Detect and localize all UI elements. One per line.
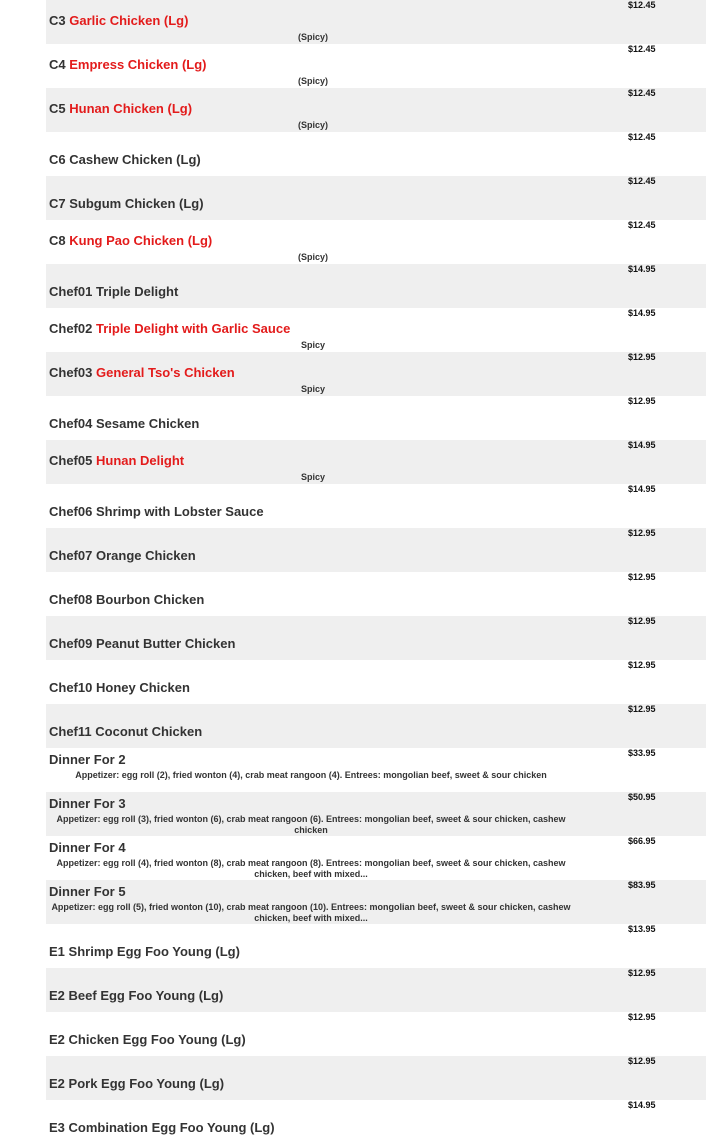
menu-item[interactable] xyxy=(46,308,706,352)
item-code: Dinner xyxy=(49,884,91,899)
menu-item[interactable] xyxy=(46,1056,706,1100)
item-price: $12.95 xyxy=(628,1056,656,1066)
item-code: E2 xyxy=(49,1076,65,1091)
item-code: C7 xyxy=(49,196,66,211)
menu-item[interactable] xyxy=(46,352,706,396)
menu-item[interactable] xyxy=(46,528,706,572)
item-name[interactable] xyxy=(49,752,126,767)
item-price: $12.45 xyxy=(628,132,656,142)
item-name[interactable] xyxy=(49,724,202,739)
item-price: $12.95 xyxy=(628,528,656,538)
item-price: $12.45 xyxy=(628,220,656,230)
menu-item[interactable] xyxy=(46,836,706,880)
item-name[interactable] xyxy=(49,840,126,855)
item-title: For 3 xyxy=(93,796,126,811)
item-code: E3 xyxy=(49,1120,65,1135)
item-name[interactable] xyxy=(49,1032,246,1047)
item-name[interactable] xyxy=(49,680,190,695)
item-code: Chef07 xyxy=(49,548,93,563)
item-price: $14.95 xyxy=(628,264,656,274)
item-title: Sesame Chicken xyxy=(95,416,200,431)
item-title: Triple Delight with Garlic Sauce xyxy=(95,321,291,336)
menu-item[interactable] xyxy=(46,396,706,440)
item-name[interactable] xyxy=(49,196,204,211)
item-name[interactable] xyxy=(49,101,192,116)
item-price: $12.95 xyxy=(628,660,656,670)
item-code: C6 xyxy=(49,152,66,167)
menu-item[interactable] xyxy=(46,704,706,748)
menu-item[interactable] xyxy=(46,968,706,1012)
menu-item[interactable] xyxy=(46,660,706,704)
item-title: Hunan Delight xyxy=(95,453,185,468)
item-description: (Spicy) xyxy=(297,76,328,86)
menu-item[interactable] xyxy=(46,220,706,264)
item-code: Chef09 xyxy=(49,636,93,651)
item-name[interactable] xyxy=(49,988,223,1003)
menu-item[interactable] xyxy=(46,264,706,308)
item-title: Shrimp with Lobster Sauce xyxy=(95,504,264,519)
item-title: For 2 xyxy=(93,752,126,767)
item-name[interactable] xyxy=(49,365,235,380)
menu-item[interactable] xyxy=(46,792,706,836)
menu-item[interactable] xyxy=(46,572,706,616)
item-code: Dinner xyxy=(49,840,91,855)
menu-item[interactable] xyxy=(46,440,706,484)
item-name[interactable] xyxy=(49,233,212,248)
item-code: C8 xyxy=(49,233,66,248)
menu-item[interactable] xyxy=(46,880,706,924)
item-name[interactable] xyxy=(49,321,290,336)
item-price: $12.95 xyxy=(628,396,656,406)
item-price: $12.95 xyxy=(628,968,656,978)
item-title: Honey Chicken xyxy=(95,680,190,695)
item-price: $83.95 xyxy=(628,880,656,890)
item-price: $14.95 xyxy=(628,440,656,450)
item-title: Garlic Chicken (Lg) xyxy=(69,13,189,28)
item-name[interactable] xyxy=(49,152,201,167)
item-name[interactable] xyxy=(49,453,184,468)
item-title: Empress Chicken (Lg) xyxy=(69,57,207,72)
item-title: Pork Egg Foo Young (Lg) xyxy=(68,1076,225,1091)
item-code: C5 xyxy=(49,101,66,116)
item-code: Dinner xyxy=(49,752,91,767)
menu-item[interactable] xyxy=(46,1012,706,1056)
item-price: $12.95 xyxy=(628,572,656,582)
item-price: $12.45 xyxy=(628,0,656,10)
item-price: $14.95 xyxy=(628,308,656,318)
item-code: Dinner xyxy=(49,796,91,811)
item-title: Peanut Butter Chicken xyxy=(95,636,236,651)
item-price: $12.95 xyxy=(628,704,656,714)
item-code: E2 xyxy=(49,1032,65,1047)
item-description: Spicy xyxy=(300,340,325,350)
menu-item[interactable] xyxy=(46,88,706,132)
item-name[interactable] xyxy=(49,944,240,959)
item-description: (Spicy) xyxy=(297,120,328,130)
item-title: For 4 xyxy=(93,840,126,855)
menu-item[interactable] xyxy=(46,748,706,792)
item-code: Chef06 xyxy=(49,504,93,519)
item-code: Chef02 xyxy=(49,321,93,336)
item-price: $14.95 xyxy=(628,1100,656,1110)
item-price: $33.95 xyxy=(628,748,656,758)
item-price: $12.95 xyxy=(628,616,656,626)
item-price: $12.45 xyxy=(628,44,656,54)
item-price: $50.95 xyxy=(628,792,656,802)
item-name[interactable] xyxy=(49,57,207,72)
item-name[interactable] xyxy=(49,636,235,651)
item-name[interactable] xyxy=(49,416,199,431)
item-price: $14.95 xyxy=(628,484,656,494)
item-title: Chicken Egg Foo Young (Lg) xyxy=(68,1032,246,1047)
item-price: $12.95 xyxy=(628,352,656,362)
item-description: (Spicy) xyxy=(297,32,328,42)
item-price: $12.45 xyxy=(628,176,656,186)
item-code: Chef05 xyxy=(49,453,93,468)
item-title: Beef Egg Foo Young (Lg) xyxy=(68,988,224,1003)
menu-item[interactable] xyxy=(46,176,706,220)
item-name[interactable] xyxy=(49,284,178,299)
item-description: Appetizer: egg roll (4), fried wonton (8), crab meat rangoon (8). Entrees: mongolian beef, sweet & sour chicken, cashew chicken, beef with mixed... xyxy=(56,858,566,879)
item-title: Orange Chicken xyxy=(95,548,196,563)
item-title: For 5 xyxy=(93,884,126,899)
item-code: Chef03 xyxy=(49,365,93,380)
item-description: Appetizer: egg roll (3), fried wonton (6), crab meat rangoon (6). Entrees: mongolian beef, sweet & sour chicken, cashew chicken xyxy=(56,814,566,835)
item-name[interactable] xyxy=(49,548,196,563)
menu-item[interactable] xyxy=(46,132,706,176)
item-code: Chef08 xyxy=(49,592,93,607)
item-title: Shrimp Egg Foo Young (Lg) xyxy=(68,944,240,959)
item-description: (Spicy) xyxy=(297,252,328,262)
item-title: Subgum Chicken (Lg) xyxy=(69,196,204,211)
item-description: Spicy xyxy=(300,472,325,482)
item-description: Appetizer: egg roll (2), fried wonton (4), crab meat rangoon (4). Entrees: mongolian beef, sweet & sour chicken xyxy=(75,770,547,780)
item-title: Combination Egg Foo Young (Lg) xyxy=(68,1120,275,1135)
item-title: General Tso's Chicken xyxy=(95,365,235,380)
item-name[interactable] xyxy=(49,884,126,899)
item-description: Spicy xyxy=(300,384,325,394)
item-name[interactable] xyxy=(49,504,264,519)
menu-item[interactable] xyxy=(46,1100,706,1144)
menu-item[interactable] xyxy=(46,0,706,44)
item-code: E1 xyxy=(49,944,65,959)
item-price: $12.45 xyxy=(628,88,656,98)
item-code: Chef11 xyxy=(49,724,92,739)
menu-item[interactable] xyxy=(46,924,706,968)
item-name[interactable] xyxy=(49,13,188,28)
item-code: Chef01 xyxy=(49,284,93,299)
item-title: Bourbon Chicken xyxy=(95,592,205,607)
item-title: Kung Pao Chicken (Lg) xyxy=(69,233,213,248)
menu-item[interactable] xyxy=(46,616,706,660)
item-title: Coconut Chicken xyxy=(95,724,203,739)
menu-item[interactable] xyxy=(46,484,706,528)
item-code: Chef10 xyxy=(49,680,93,695)
item-price: $66.95 xyxy=(628,836,656,846)
item-price: $12.95 xyxy=(628,1012,656,1022)
item-title: Hunan Chicken (Lg) xyxy=(69,101,193,116)
item-price: $13.95 xyxy=(628,924,656,934)
item-name[interactable] xyxy=(49,1120,275,1135)
item-code: E2 xyxy=(49,988,65,1003)
item-description: Appetizer: egg roll (5), fried wonton (10), crab meat rangoon (10). Entrees: mongolian beef, sweet & sour chicken, cashew chicken, beef with mixed... xyxy=(51,902,571,923)
item-code: C4 xyxy=(49,57,66,72)
item-code: C3 xyxy=(49,13,66,28)
item-name[interactable] xyxy=(49,1076,224,1091)
menu-item[interactable] xyxy=(46,44,706,88)
item-code: Chef04 xyxy=(49,416,93,431)
item-name[interactable] xyxy=(49,796,126,811)
item-name[interactable] xyxy=(49,592,204,607)
item-title: Cashew Chicken (Lg) xyxy=(69,152,201,167)
item-title: Triple Delight xyxy=(95,284,179,299)
